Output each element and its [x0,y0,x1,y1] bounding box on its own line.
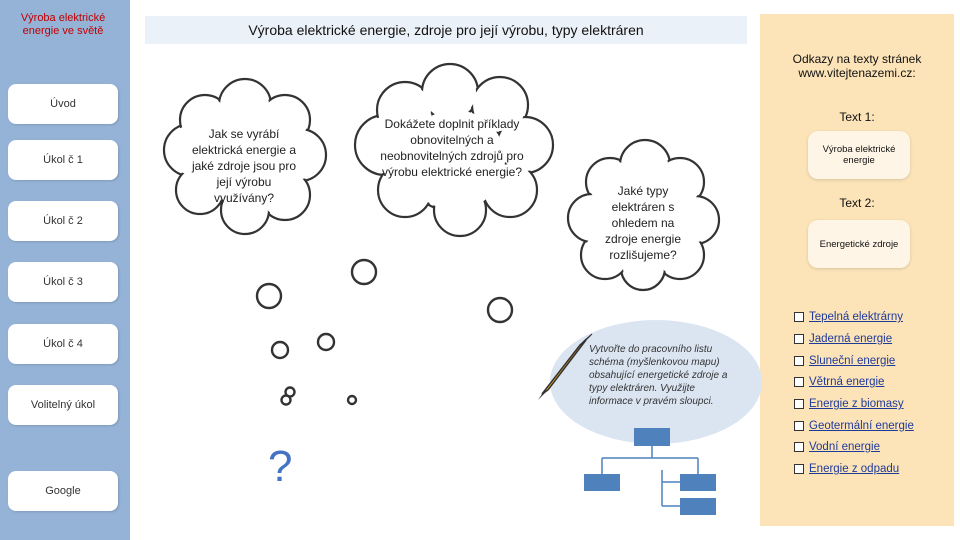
link-vetrna-energie[interactable]: Větrná energie [809,376,885,388]
checkbox-icon [794,356,804,366]
question-mark: ? [268,442,293,491]
link-energie-z-odpadu[interactable]: Energie z odpadu [809,463,900,475]
cloud-question-2: Dokážete doplnit příklady obnovitelných a neobnovitelných zdrojů pro výrobu elektrické energie? [380,117,524,179]
nav-button-uvod[interactable]: Úvod [8,84,118,124]
nav-button-ukol-2[interactable]: Úkol č 2 [8,201,118,241]
cloud-question-1: Jak se vyrábí elektrická energie a jaké zdroje jsou pro její výrobu využívány? [191,127,297,205]
list-item [794,308,960,326]
link-geotermalni-energie[interactable]: Geotermální energie [809,420,914,432]
checkbox-icon [794,464,804,474]
task-instruction: Vytvořte do pracovního listu schéma (myšlenkovou mapu) obsahující energetické zdroje a typy elektráren. Využijte informace v pravém sloupci. [589,344,728,407]
list-item [794,460,960,478]
checkbox-icon [794,377,804,387]
nav-button-google[interactable]: Google [8,471,118,511]
list-item [794,373,960,391]
link-jaderna-energie[interactable]: Jaderná energie [809,333,893,345]
checkbox-icon [794,334,804,344]
links-caption: Odkazy na texty stránek www.vitejtenazemi.cz: [792,52,922,80]
checkbox-icon [794,442,804,452]
checkbox-icon [794,312,804,322]
text1-link-button[interactable]: Výroba elektrické energie [808,131,910,179]
pencil-icon [538,334,592,400]
link-slunecni-energie[interactable]: Sluneční energie [809,355,896,367]
link-tepelne-elektrarny[interactable]: Tepelná elektrárny [809,311,903,323]
nav-button-volitelny-ukol[interactable]: Volitelný úkol [8,385,118,425]
nav-button-ukol-3[interactable]: Úkol č 3 [8,262,118,302]
checkbox-icon [794,399,804,409]
text1-label: Text 1: [839,110,875,124]
cloud-question-3: Jaké typy elektráren s ohledem na zdroje energie rozlišujeme? [604,184,682,262]
text2-label: Text 2: [839,196,875,210]
list-item [794,438,960,456]
sidebar-title: Výroba elektrické energie ve světě [20,12,106,37]
nav-button-ukol-1[interactable]: Úkol č 1 [8,140,118,180]
list-item [794,395,960,413]
link-vodni-energie[interactable]: Vodní energie [809,441,880,453]
page-title: Výroba elektrické energie, zdroje pro její výrobu, typy elektráren [145,16,747,44]
checkbox-icon [794,421,804,431]
link-energie-z-biomasy[interactable]: Energie z biomasy [809,398,904,410]
list-item [794,330,960,348]
mind-map-diagram-icon [584,428,716,515]
list-item [794,352,960,370]
text2-link-button[interactable]: Energetické zdroje [808,220,910,268]
list-item [794,417,960,435]
nav-button-ukol-4[interactable]: Úkol č 4 [8,324,118,364]
